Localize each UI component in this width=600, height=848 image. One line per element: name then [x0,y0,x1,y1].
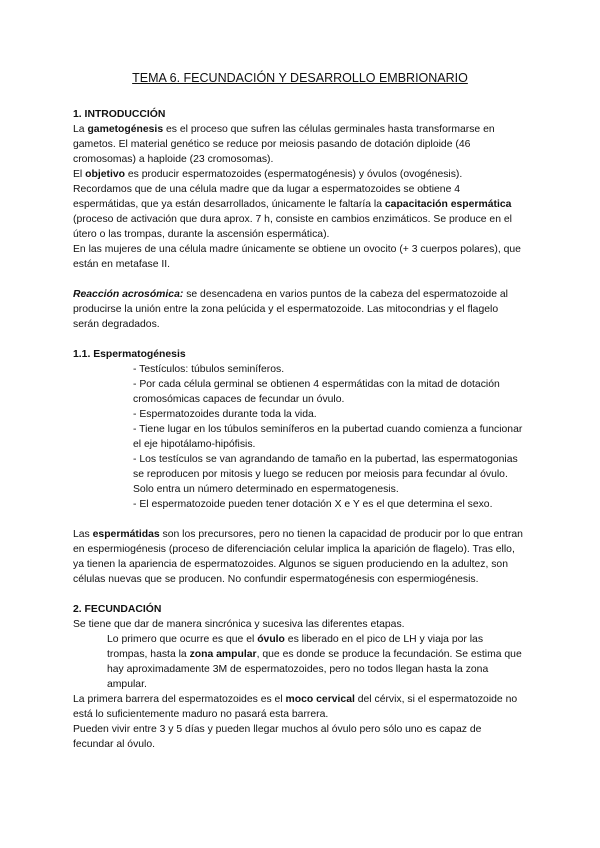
section-heading-fecundacion: 2. FECUNDACIÓN [73,604,162,615]
paragraph-reaccion-acrosomica: Reacción acrosómica: se desencadena en varios puntos de la cabeza del espermatozoide al producirse la unión entre la zona pelúcida y el espermatozoide. Las mitocondrias y el flagelo serán degradados. [73,289,508,330]
paragraph-objetivo: El objetivo es producir espermatozoides (espermatogénesis) y óvulos (ovogénesis). [73,169,463,180]
list-item: - Testículos: túbulos seminíferos. [133,364,285,375]
paragraph-ovulo: Lo primero que ocurre es que el óvulo es liberado en el pico de LH y viaja por las trompas, hasta la zona ampular, que es donde se produce la fecundación. Se estima que hay aproximadamente 3M de espermatozoides, pero no todos llegan hasta la zona ampular. [107,634,522,690]
paragraph-mujeres: En las mujeres de una célula madre únicamente se obtiene un ovocito (+ 3 cuerpos polares), que están en metafase II. [73,244,521,270]
page-title: TEMA 6. FECUNDACIÓN Y DESARROLLO EMBRIONARIO [132,71,468,85]
section-heading-introduccion: 1. INTRODUCCIÓN [73,109,166,120]
list-item: - Espermatozoides durante toda la vida. [133,409,317,420]
paragraph-capacitacion: Recordamos que de una célula madre que da lugar a espermatozoides se obtiene 4 espermátidas, que ya están desarrollados, únicamente le faltaría la capacitación espermática (proceso de activación que dura aprox. 7 h, consiste en cambios enzimáticos. Se produce en el útero o las trompas, durante la ascensión espermática). [73,184,512,240]
list-item: - Por cada célula germinal se obtienen 4 espermátidas con la mitad de dotación cromosómicas capaces de fecundar un óvulo. [133,379,500,405]
list-item: - Los testículos se van agrandando de tamaño en la pubertad, las espermatogonias se reproducen por mitosis y luego se reducen por meiosis para fecundar al óvulo. Solo entra un número determinado en espermatogenesis. [133,454,518,495]
paragraph-espermatidas: Las espermátidas son los precursores, pero no tienen la capacidad de producir por lo que entran en espermiogénesis (proceso de diferenciación celular implica la aparición de flagelo). Tras ello, ya tienen la apariencia de espermatozoides. Algunos se siguen produciendo en la adultez, son células nuevas que se producen. No confundir espermatogénesis con espermiogénesis. [73,529,523,585]
paragraph-gametogenesis: La gametogénesis es el proceso que sufren las células germinales hasta transformarse en gametos. El material genético se reduce por meiosis pasando de dotación diploide (46 cromosomas) a haploide (23 cromosomas). [73,124,495,165]
list-item: - El espermatozoide pueden tener dotación X e Y es el que determina el sexo. [133,499,493,510]
paragraph-sincronica: Se tiene que dar de manera sincrónica y sucesiva las diferentes etapas. [73,619,405,630]
list-item: - Tiene lugar en los túbulos seminíferos en la pubertad cuando comienza a funcionar el eje hipotálamo-hipófisis. [133,424,523,450]
paragraph-supervivencia: Pueden vivir entre 3 y 5 días y pueden llegar muchos al óvulo pero sólo uno es capaz de fecundar al óvulo. [73,724,482,750]
document-body [73,107,523,752]
section-heading-espermatogenesis: 1.1. Espermatogénesis [73,349,186,360]
paragraph-moco-cervical: La primera barrera del espermatozoides es el moco cervical del cérvix, si el espermatozoide no está lo suficientemente maduro no pasará esta barrera. [73,694,518,720]
espermatogenesis-list [73,362,523,512]
